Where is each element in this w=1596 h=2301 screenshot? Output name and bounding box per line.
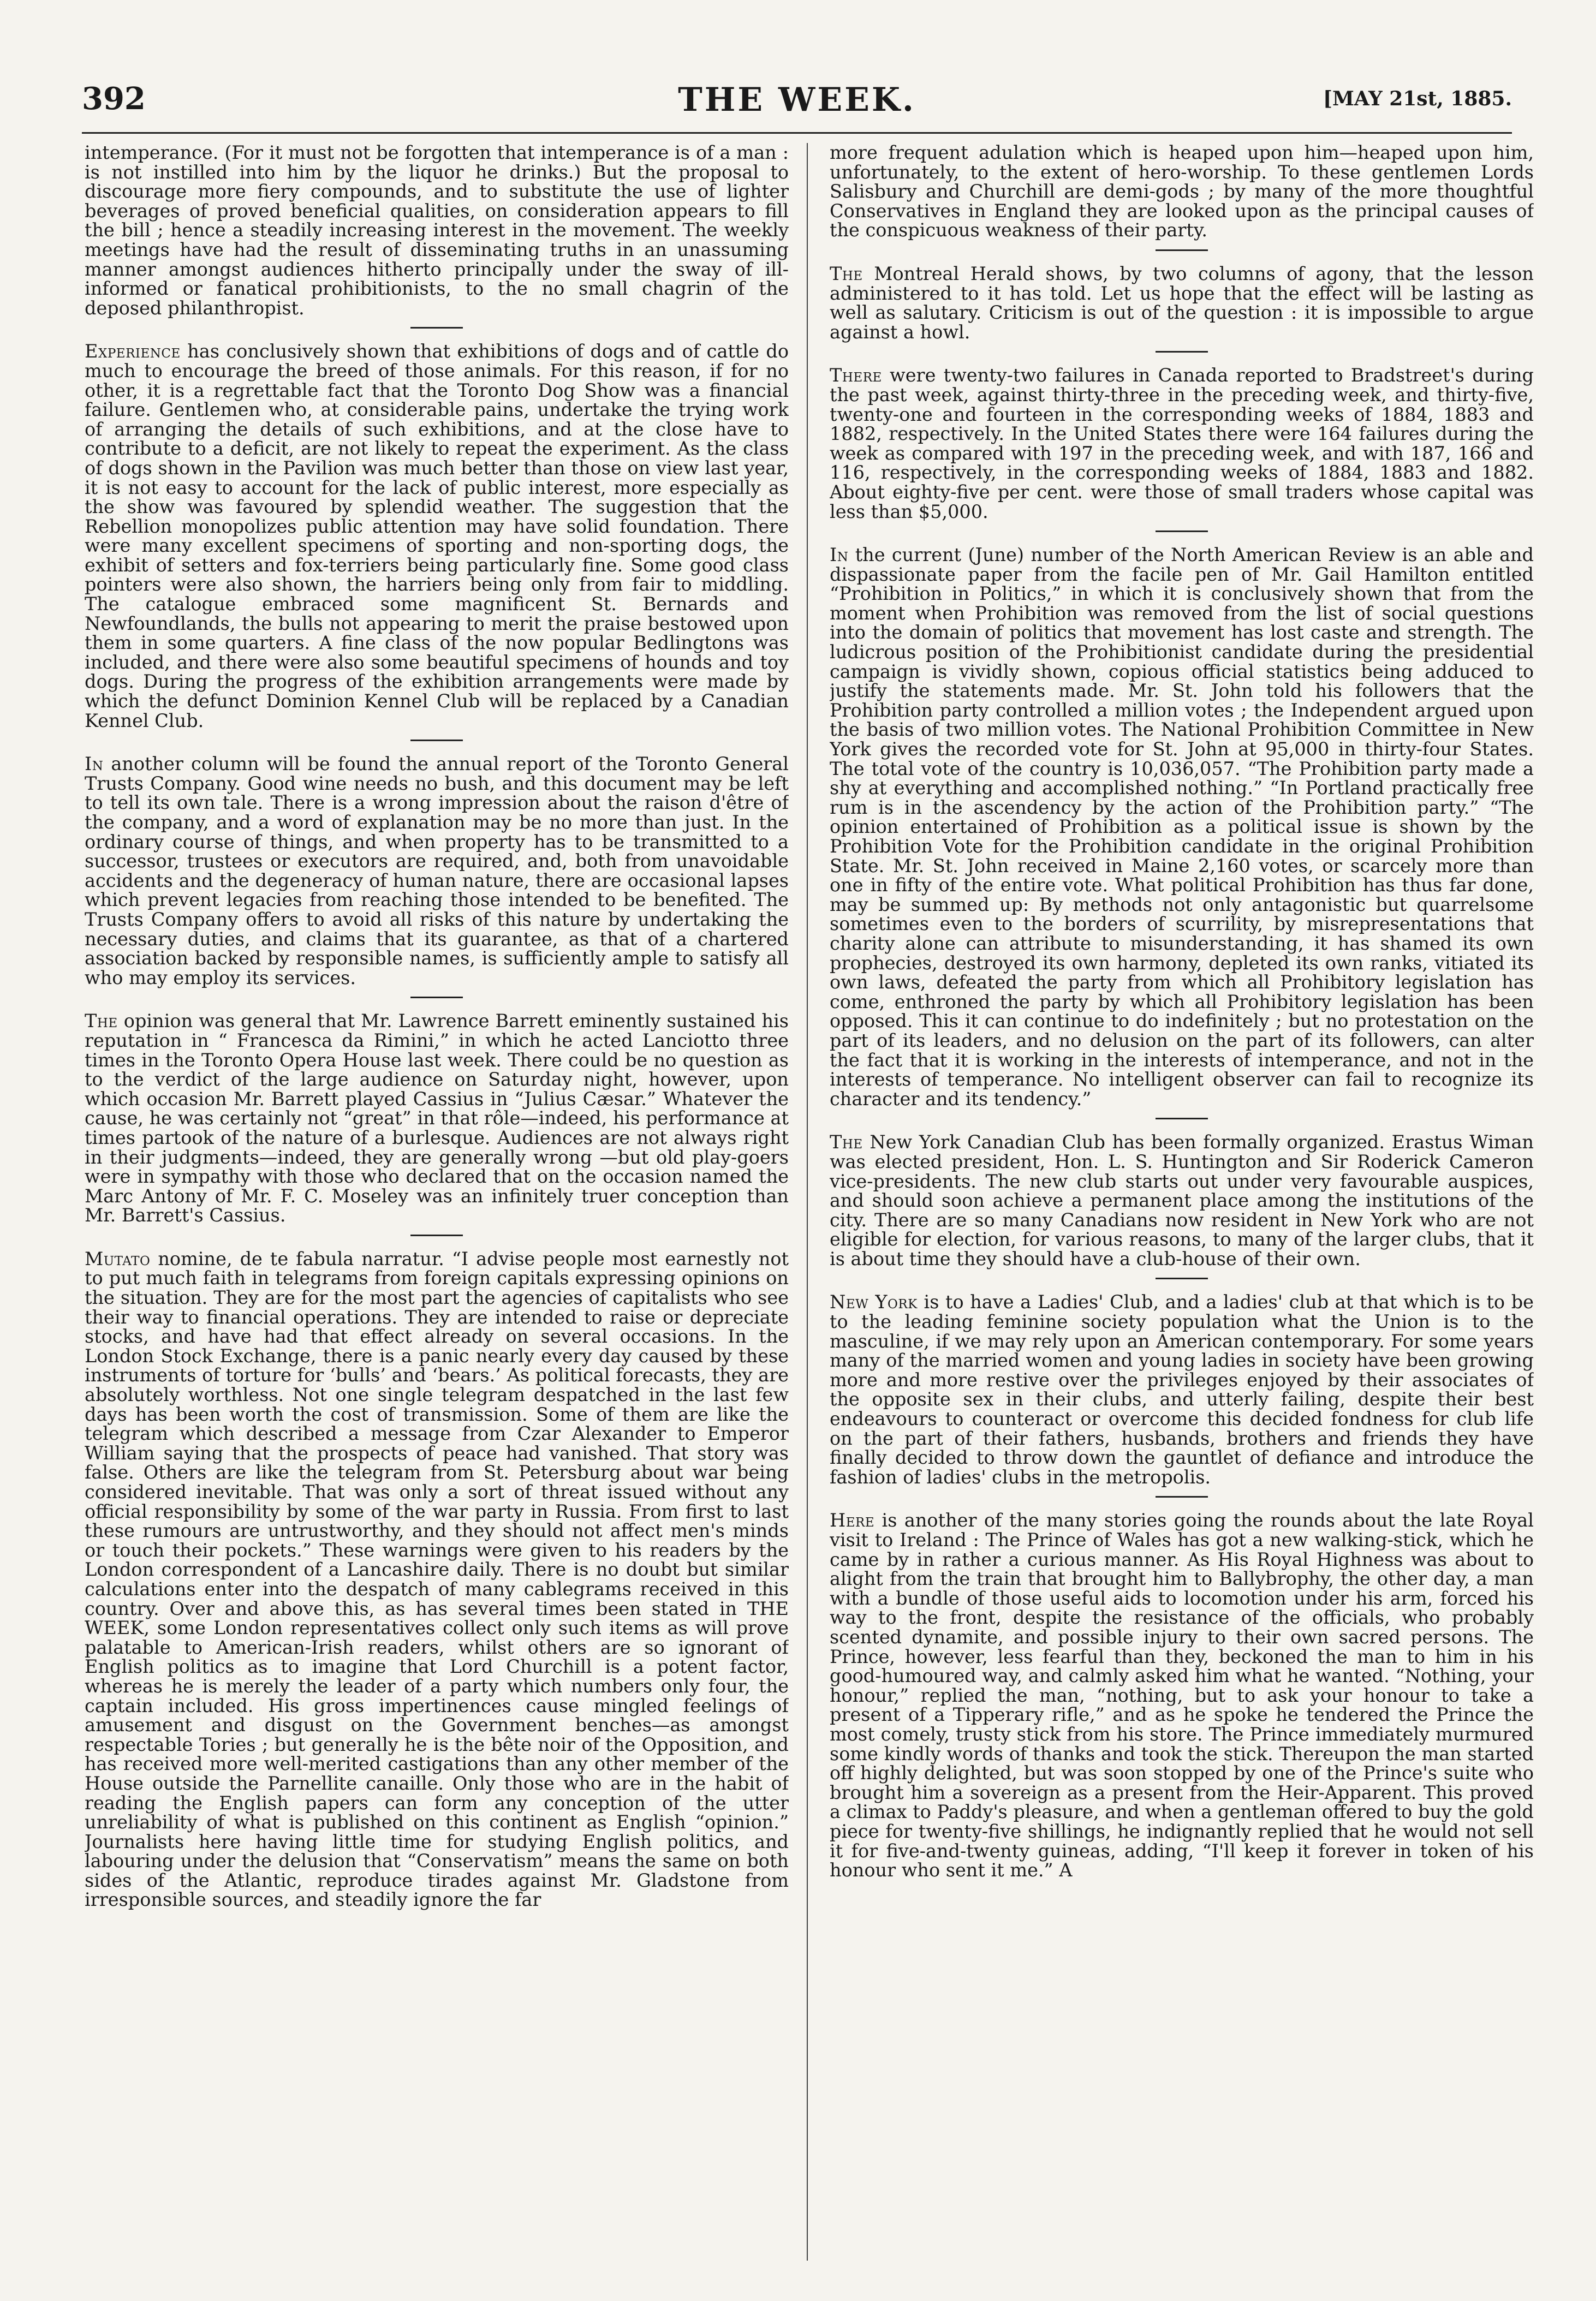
header-rule [82,132,1512,134]
article-separator [410,997,463,998]
article-paragraph: In the current (June) number of the North American Review is an able and dispassionate paper from the facile pen of Mr. Gail Hamilton entitled “Prohibition in Politics,” in which it is conclusively shown that from the moment when Prohibition was removed from the list of social questions into the domain of politics that movement has lost caste and strength. The ludicrous position of the Prohibitionist candidate during the presidential campaign is vividly shown, copious official statistics being adduced to justify the statements made. Mr. St. John told his followers that the Prohibition party controlled a million votes ; the Independent argued upon the basis of two million votes. The National Prohibition Committee in New York gives the recorded vote for St. John at 95,000 in thirty-four States. The total vote of the country is 10,036,057. “The Prohibition party made a shy at everything and accomplished nothing.” “In Portland practically free rum is in the ascendency by the action of the Prohibition party.” “The opinion entertained of Prohibition as a political issue is shown by the Prohibition Vote for the Prohibition candidate in the original Prohibition State. Mr. St. John received in Maine 2,160 votes, or scarcely more than one in fifty of the entire vote. What political Prohibition has thus far done, may be summed up: By methods not only antagonistic but quarrelsome sometimes even to the borders of scurrility, by misrepresentations that charity alone can attribute to misunderstanding, it has shamed its own prophecies, destroyed its own harmony, depleted its own ranks, vitiated its own laws, defeated the party from which all Prohibitory legislation has come, enthroned the party by which all Prohibitory legislation has been opposed. This it can continue to do indefinitely ; but no protestation on the part of its leaders, and no delusion on the part of its followers, can alter the fact that it is working in the interests of intemperance, and not in the interests of temperance. No intelligent observer can fail to recognize its character and its tendency.” [830,544,1534,1110]
left-column [85,143,789,2255]
page-header [82,81,1512,124]
article-paragraph: In another column will be found the annual report of the Toronto General Trusts Company. Good wine needs no bush, and this document may be left to tell its own tale. There is a wrong impression about the raison d'être of the company, and a word of explanation may be no more than just. In the ordinary course of things, and when property has to be transmitted to a successor, trustees or executors are required, and, both from unavoidable accidents and the degeneracy of human nature, there are occasional lapses which prevent legacies from reaching those intended to be benefited. The Trusts Company offers to avoid all risks of this nature by undertaking the necessary duties, and claims that its guarantee, as that of a chartered association backed by responsible names, is sufficiently ample to satisfy all who may employ its services. [85,753,789,988]
article-separator [1156,1496,1208,1498]
article-separator [410,1235,463,1236]
article-separator [410,740,463,741]
article-paragraph: The opinion was general that Mr. Lawrence Barrett eminently sustained his reputation in “ Francesca da Rimini,” in which he acted Lanciotto three times in the Toronto Opera House last week. There could be no question as to the verdict of the large audience on Saturday night, however, upon which occasion Mr. Barrett played Cassius in “Julius Cæsar.” Whatever the cause, he was certainly not “great” in that rôle—indeed, his performance at times partook of the nature of a burlesque. Audiences are not always right in their judgments—indeed, they are generally wrong —but old play-goers were in sympathy with those who declared that on the occasion named the Marc Antony of Mr. F. C. Moseley was an infinitely truer conception than Mr. Barrett's Cassius. [85,1010,789,1226]
article-paragraph: intemperance. (For it must not be forgotten that intemperance is of a man : is not instilled into him by the liquor he drinks.) But the proposal to discourage more fiery compounds, and to substitute the use of lighter beverages of proved beneficial qualities, on consideration appears to fill the bill ; hence a steadily increasing interest in the movement. The weekly meetings have had the result of disseminating truths in an unassuming manner amongst audiences hitherto principally under the sway of ill-informed or fanatical prohibitionists, to the no small chagrin of the deposed philanthropist. [85,143,789,319]
article-separator [1156,351,1208,353]
publication-title: THE WEEK. [678,81,916,119]
article-separator [1156,249,1208,251]
article-paragraph: The New York Canadian Club has been formally organized. Erastus Wiman was elected president, Hon. L. S. Huntington and Sir Roderick Cameron vice-presidents. The new club starts out under very favourable auspices, and should soon achieve a permanent place among the institutions of the city. There are so many Canadians now resident in New York who are not eligible for election, for various reasons, to many of the larger clubs, that it is about time they should have a club-house of their own. [830,1131,1534,1269]
article-paragraph: Mutato nomine, de te fabula narratur. “I advise people most earnestly not to put much faith in telegrams from foreign capitals expressing opinions on the situation. They are for the most part the agencies of capitalists who see their way to financial operations. They are intended to raise or depreciate stocks, and have had that effect already on several occasions. In the London Stock Exchange, there is a panic nearly every day caused by these instruments of torture for ‘bulls’ and ‘bears.’ As political forecasts, they are absolutely worthless. Not one single telegram despatched in the last few days has been worth the cost of transmission. Some of them are like the telegram which described a message from Czar Alexander to Emperor William saying that the prospects of peace had vanished. That story was false. Others are like the telegram from St. Petersburg about war being considered inevitable. That was only a sort of threat issued without any official responsibility by some of the war party in Russia. From first to last these rumours are untrustworthy, and they should not affect men's minds or touch their pockets.” These warnings were given to his readers by the London correspondent of a Lancashire daily. There is no doubt but similar calculations enter into the despatch of many cablegrams received in this country. Over and above this, as has several times been stated in THE WEEK, some London representatives collect only such items as will prove palatable to American-Irish readers, whilst others are so ignorant of English politics as to imagine that Lord Churchill is a potent factor, whereas he is merely the leader of a party which numbers only four, the captain included. His gross impertinences cause mingled feelings of amusement and disgust on the Government benches—as amongst respectable Tories ; but generally he is the bête noir of the Opposition, and has received more well-merited castigations than any other member of the House outside the Parnellite canaille. Only those who are in the habit of reading the English papers can form any conception of the utter unreliability of what is published on this continent as English “opinion.” Journalists here having little time for studying English politics, and labouring under the delusion that “Conservatism” means the same on both sides of the Atlantic, reproduce tirades against Mr. Gladstone from irresponsible sources, and steadily ignore the far [85,1248,789,1911]
article-paragraph: There were twenty-two failures in Canada reported to Bradstreet's during the past week, against thirty-three in the preceding week, and thirty-five, twenty-one and fourteen in the corresponding weeks of 1884, 1883 and 1882, respectively. In the United States there were 164 failures during the week as compared with 197 in the preceding week, and with 187, 166 and 116, respectively, in the corresponding weeks of 1884, 1883 and 1882. About eighty-five per cent. were those of small traders whose capital was less than $5,000. [830,365,1534,522]
page-number: 392 [82,81,146,117]
article-paragraph: Experience has conclusively shown that exhibitions of dogs and of cattle do much to encourage the breed of those animals. For this reason, if for no other, it is a regrettable fact that the Toronto Dog Show was a financial failure. Gentlemen who, at considerable pains, undertake the trying work of arranging the details of such exhibitions, and at the close have to contribute to a deficit, are not likely to repeat the experiment. As the class of dogs shown in the Pavilion was much better than those on view last year, it is not easy to account for the lack of public interest, more especially as the show was favoured by splendid weather. The suggestion that the Rebellion monopolizes public attention may have solid foundation. There were many excellent specimens of sporting and non-sporting dogs, the exhibit of setters and fox-terriers being particularly fine. Some good class pointers were also shown, the harriers being only from fair to middling. The catalogue embraced some magnificent St. Bernards and Newfoundlands, the bulls not appearing to merit the praise bestowed upon them in some quarters. A fine class of the now popular Bedlingtons was included, and there were also some beautiful specimens of hounds and toy dogs. During the progress of the exhibition arrangements were made by which the defunct Dominion Kennel Club will be replaced by a Canadian Kennel Club. [85,341,789,731]
article-separator [1156,1118,1208,1119]
column-divider [807,143,808,2261]
article-separator [1156,530,1208,532]
article-paragraph: more frequent adulation which is heaped upon him—heaped upon him, unfortunately, to the extent of hero-worship. To these gentlemen Lords Salisbury and Churchill are demi-gods ; by many of the more thoughtful Conservatives in England they are looked upon as the principal causes of the conspicuous weakness of their party. [830,143,1534,241]
article-paragraph: Here is another of the many stories going the rounds about the late Royal visit to Ireland : The Prince of Wales has got a new walking-stick, which he came by in rather a curious manner. As His Royal Highness was about to alight from the train that brought him to Ballybrophy, the other day, a man with a bundle of those useful aids to locomotion under his arm, forced his way to the front, despite the resistance of the officials, who probably scented dynamite, and possible injury to their own sacred persons. The Prince, however, less fearful than they, beckoned the man to him in his good-humoured way, and calmly asked him what he wanted. “Nothing, your honour,” replied the man, “nothing, but to ask your honour to take a present of a Tipperary rifle,” and as he spoke he tendered the Prince the most comely, trusty stick from his store. The Prince immediately murmured some kindly words of thanks and took the stick. Thereupon the man started off highly delighted, but was soon stopped by one of the Prince's suite who brought him a sovereign as a present from the Heir-Apparent. This proved a climax to Paddy's pleasure, and when a gentleman offered to buy the gold piece for twenty-five shillings, he indignantly replied that he would not sell it for five-and-twenty guineas, adding, “I'll keep it forever in token of his honour who sent it me.” A [830,1510,1534,1881]
issue-date: [MAY 21st, 1885. [1323,87,1512,110]
article-paragraph: The Montreal Herald shows, by two columns of agony, that the lesson administered to it has told. Let us hope that the effect will be lasting as well as salutary. Criticism is out of the question : it is impossible to argue against a howl. [830,263,1534,343]
article-separator [1156,1278,1208,1279]
right-column [830,143,1534,2255]
article-separator [410,327,463,329]
article-paragraph: New York is to have a Ladies' Club, and a ladies' club at that which is to be to the leading feminine society population what the Union is to the masculine, if we may rely upon an American contemporary. For some years many of the married women and young ladies in society have been growing more and more restive over the privileges enjoyed by their associates of the opposite sex in their clubs, and utterly failing, despite their best endeavours to counteract or overcome this decided fondness for club life on the part of their fathers, husbands, brothers and friends they have finally decided to throw down the gauntlet of defiance and introduce the fashion of ladies' clubs in the metropolis. [830,1291,1534,1488]
